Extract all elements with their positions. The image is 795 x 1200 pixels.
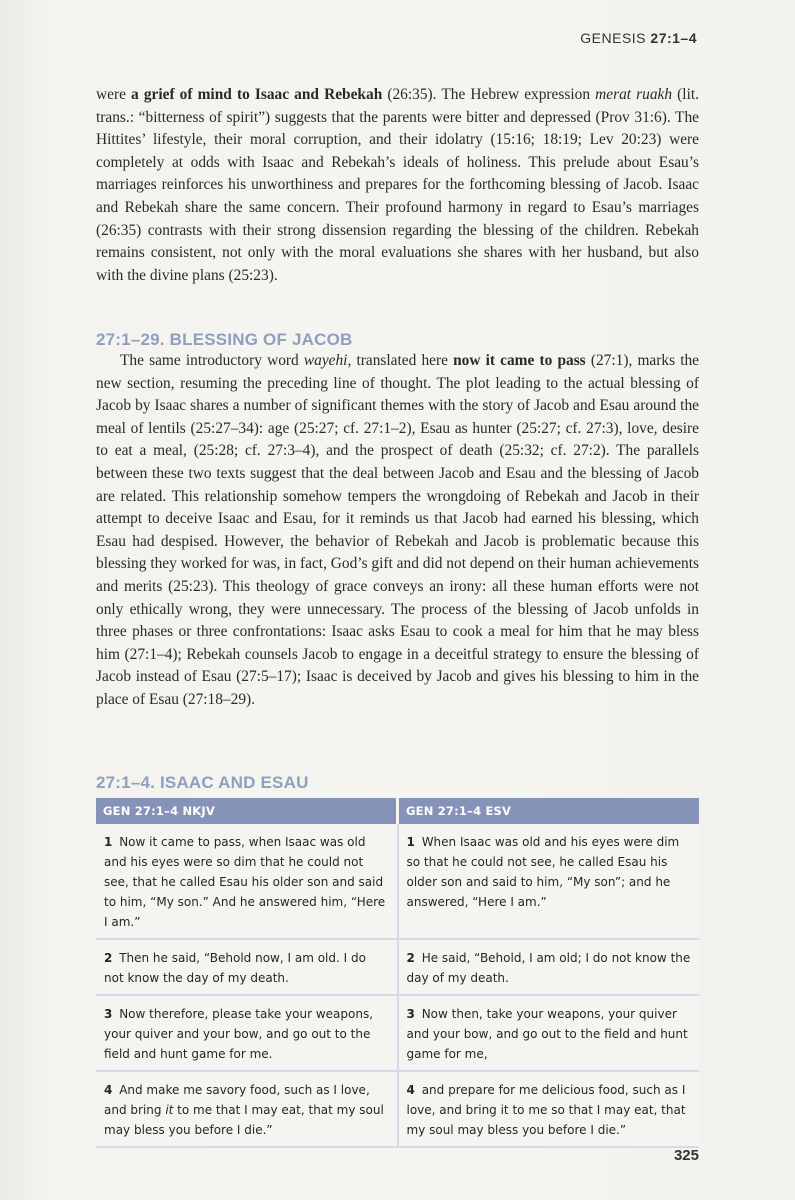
esv-verse-cell bbox=[398, 824, 700, 939]
verse-text: Then he said, “Behold now, I am old. I do not know the day of my death. bbox=[104, 951, 366, 985]
table-row bbox=[96, 824, 699, 939]
table-row bbox=[96, 1071, 699, 1147]
bold-phrase: a grief of mind to Isaac and Rebekah bbox=[131, 86, 383, 103]
bold-phrase: now it came to pass bbox=[453, 352, 586, 369]
running-head bbox=[580, 30, 697, 46]
nkjv-verse-cell bbox=[96, 939, 398, 995]
verse-number: 2 bbox=[104, 951, 113, 965]
hebrew-term: merat ruakh bbox=[595, 86, 673, 103]
nkjv-verse-cell bbox=[96, 824, 398, 939]
verse-text: He said, “Behold, I am old; I do not know the day of my death. bbox=[406, 951, 691, 985]
text-run: (lit. trans.: “bitterness of spirit”) suggests that the parents were bitter and depressed (Prov 31:6). The Hittites’ lifestyle, their moral corruption, and their idolatry (15:16; 18:19; Lev 20:23) were completely at odds with Isaac and Rebekah’s ideals of holiness. This prelude about Esau’s marriages reinforces his unworthiness and prepares for the forthcoming blessing of Jacob. Isaac and Rebekah share the same concern. Their profound harmony in regard to Esau’s marriages (26:35) contrasts with their strong dissension regarding the blessing of the children. Rebekah remains consistent, not only with the moral evaluations she shares with her husband, but also with the divine plans (25:23). bbox=[96, 86, 699, 284]
verse-text: Now then, take your weapons, your quiver and your bow, and go out to the field and hunt game for me, bbox=[406, 1007, 688, 1061]
italic-supplied-word: it bbox=[165, 1103, 174, 1117]
translation-comparison-table bbox=[96, 798, 699, 1148]
running-head-ref: 27:1–4 bbox=[650, 30, 697, 46]
text-run: (27:1), marks the new section, resuming the preceding line of thought. The plot leading to the actual blessing of Jacob by Isaac shares a number of significant themes with the story of Jacob and Esau around the meal of lentils (25:27–34): age (25:27; cf. 27:1–2), Esau as hunter (25:27; cf. 27:3), love, desire to eat a meal, (25:28; cf. 27:3–4), and the prospect of death (25:32; cf. 27:2). The parallels between these two texts suggest that the deal between Jacob and Esau and the blessing of Jacob are related. This relationship somehow tempers the wrongdoing of Rebekah and Jacob in their attempt to deceive Isaac and Esau, for it reminds us that Jacob had earned his blessing, which Esau had despised. However, the behavior of Rebekah and Jacob is problematic because this blessing they worked for was, in fact, God’s gift and did not depend on their human achievements and merits (25:23). This theology of grace conveys an irony: all these human efforts were not only ethically wrong, they were unnecessary. The process of the blessing of Jacob unfolds in three phases or three confrontations: Isaac asks Esau to cook a meal for him that he may bless him (27:1–4); Rebekah counsels Jacob to engage in a deceitful strategy to ensure the blessing of Jacob instead of Esau (27:5–17); Isaac is deceived by Jacob and gives his blessing to him in the place of Esau (27:18–29). bbox=[96, 352, 700, 708]
verse-number: 1 bbox=[406, 835, 415, 849]
paragraph-esau-marriages bbox=[96, 84, 699, 287]
verse-text: Now it came to pass, when Isaac was old and his eyes were so dim that he could not see, that he called Esau his older son and said to him, “My son.” And he answered him, “Here I am.” bbox=[104, 835, 386, 929]
esv-verse-cell bbox=[398, 995, 700, 1071]
esv-verse-cell bbox=[398, 939, 700, 995]
section-heading-blessing-of-jacob: 27:1–29. BLESSING OF JACOB bbox=[96, 330, 353, 349]
verse-number: 1 bbox=[104, 835, 113, 849]
text-run: , translated here bbox=[347, 352, 454, 369]
verse-text: When Isaac was old and his eyes were dim so that he could not see, he called Esau his older son and said to him, “My son”; and he answered, “Here I am.” bbox=[406, 835, 680, 909]
nkjv-verse-cell bbox=[96, 1071, 398, 1147]
esv-verse-cell bbox=[398, 1071, 700, 1147]
hebrew-term: wayehi bbox=[303, 352, 348, 369]
column-header-esv: GEN 27:1–4 ESV bbox=[398, 798, 700, 824]
verse-number: 3 bbox=[406, 1007, 415, 1021]
column-header-nkjv: GEN 27:1–4 NKJV bbox=[96, 798, 398, 824]
text-run: The same introductory word bbox=[120, 352, 304, 369]
verse-text: Now therefore, please take your weapons, your quiver and your bow, and go out to the field and hunt game for me. bbox=[104, 1007, 374, 1061]
nkjv-verse-cell bbox=[96, 995, 398, 1071]
running-head-book: GENESIS bbox=[580, 30, 647, 46]
table-row bbox=[96, 939, 699, 995]
verse-number: 2 bbox=[406, 951, 415, 965]
verse-number: 4 bbox=[406, 1083, 415, 1097]
verse-number: 4 bbox=[104, 1083, 113, 1097]
verse-number: 3 bbox=[104, 1007, 113, 1021]
verse-text: to me that I may eat, that my soul may bless you before I die.” bbox=[104, 1103, 384, 1137]
verse-text: and prepare for me delicious food, such as I love, and bring it to me so that I may eat, that my soul may bless you before I die.” bbox=[406, 1083, 686, 1137]
table-row bbox=[96, 995, 699, 1071]
text-run: (26:35). The Hebrew expression bbox=[382, 86, 596, 103]
page-number: 325 bbox=[673, 1147, 699, 1164]
table-header-row bbox=[96, 798, 699, 824]
text-run: were bbox=[96, 86, 132, 103]
section-heading-isaac-and-esau: 27:1–4. ISAAC AND ESAU bbox=[96, 773, 309, 792]
paragraph-blessing-of-jacob bbox=[96, 350, 699, 712]
verse-text: And make me savory food, such as I love, and bring bbox=[104, 1083, 370, 1117]
